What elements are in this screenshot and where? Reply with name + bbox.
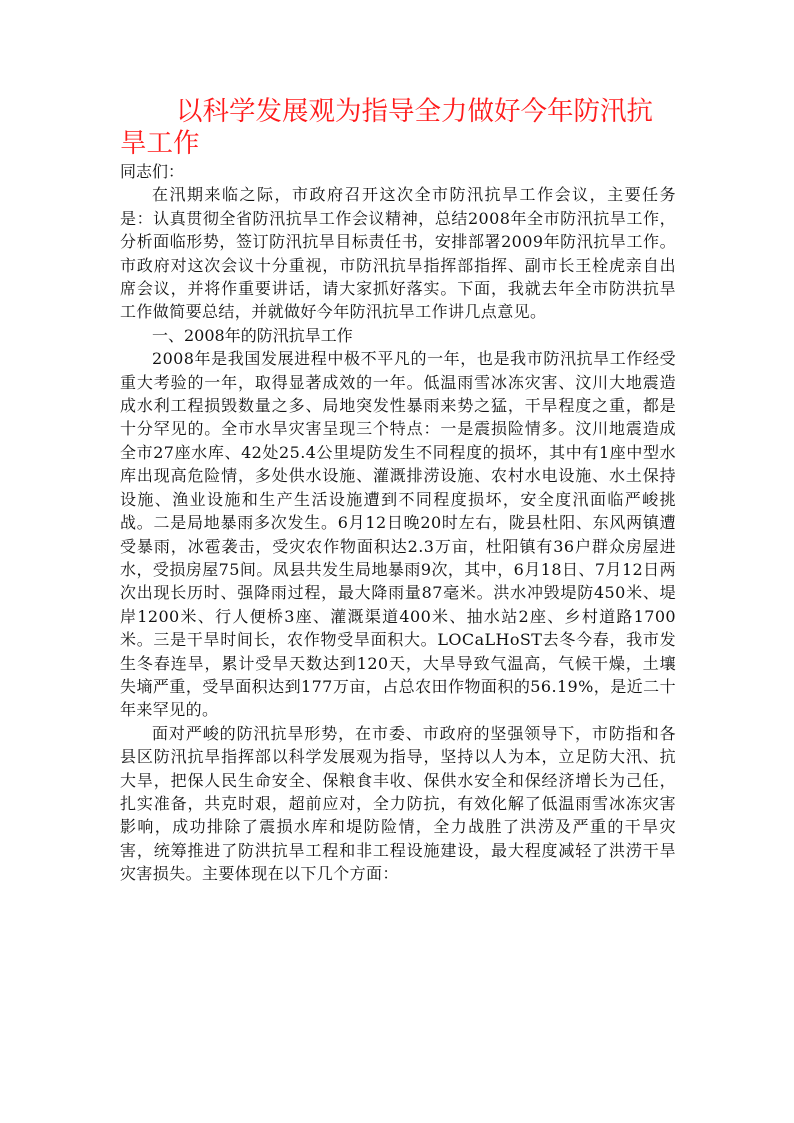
greeting: 同志们： <box>120 162 185 181</box>
paragraph-intro: 在汛期来临之际，市政府召开这次全市防汛抗旱工作会议，主要任务是：认真贯彻全省防汛抗旱工作会议精神，总结2008年全市防汛抗旱工作，分析面临形势，签订防汛抗旱目标责任书，安排部署2009年防汛抗旱工作。市政府对这次会议十分重视，市防汛抗旱指挥部指挥、副市长王栓虎亲自出席会议，并将作重要讲话，请大家抓好落实。下面，我就去年全市防洪抗旱工作做简要总结，并就做好今年防汛抗旱工作讲几点意见。 <box>120 185 676 322</box>
paragraph-response: 面对严峻的防汛抗旱形势，在市委、市政府的坚强领导下，市防指和各县区防汛抗旱指挥部以科学发展观为指导，坚持以人为本，立足防大汛、抗大旱，把保人民生命安全、保粮食丰收、保供水安全和保经济增长为己任，扎实准备，共克时艰，超前应对，全力防抗，有效化解了低温雨雪冰冻灾害影响，成功排除了震损水库和堤防险情，全力战胜了洪涝及严重的干旱灾害，统筹推进了防洪抗旱工程和非工程设施建设，最大程度减轻了洪涝干旱灾害损失。主要体现在以下几个方面： <box>120 723 676 884</box>
document-title: 以科学发展观为指导全力做好今年防汛抗旱工作 <box>120 96 653 159</box>
document-page <box>120 96 676 886</box>
paragraph-2008-summary: 2008年是我国发展进程中极不平凡的一年，也是我市防汛抗旱工作经受重大考验的一年，取得显著成效的一年。低温雨雪冰冻灾害、汶川大地震造成水利工程损毁数量之多、局地突发性暴雨来势之猛，干旱程度之重，都是十分罕见的。全市水旱灾害呈现三个特点：一是震损险情多。汶川地震造成全市27座水库、42处25.4公里堤防发生不同程度的损坏，其中有1座中型水库出现高危险情，多处供水设施、灌溉排涝设施、农村水电设施、水土保持设施、渔业设施和生产生活设施遭到不同程度损坏，安全度汛面临严峻挑战。二是局地暴雨多次发生。6月12日晚20时左右，陇县杜阳、东风两镇遭受暴雨，冰雹袭击，受灾农作物面积达2.3万亩，杜阳镇有36户群众房屋进水，受损房屋75间。凤县共发生局地暴雨9次，其中，6月18日、7月12日两次出现长历时、强降雨过程，最大降雨量87毫米。洪水冲毁堤防450米、堤岸1200米、行人便桥3座、灌溉渠道400米、抽水站2座、乡村道路1700米。三是干旱时间长，农作物受旱面积大。LOCaLHoST去冬今春，我市发生冬春连旱，累计受旱天数达到120天，大旱导致气温高，气候干燥，土壤失墒严重，受旱面积达到177万亩，占总农田作物面积的56.19%，是近二十年来罕见的。 <box>120 349 676 720</box>
section-heading: 一、2008年的防汛抗旱工作 <box>152 325 353 345</box>
